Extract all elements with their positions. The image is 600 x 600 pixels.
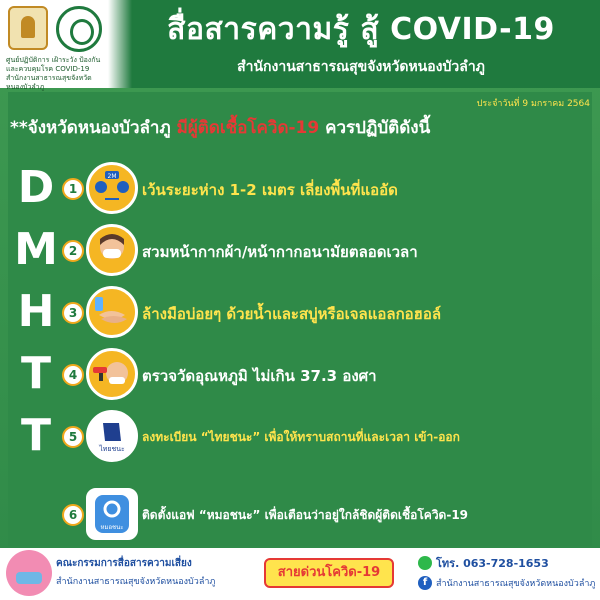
headline <box>10 114 600 141</box>
mascot-icon <box>6 550 52 596</box>
hand-wash-icon <box>86 286 138 338</box>
distance-label: 2M <box>107 173 117 180</box>
face-mask-icon <box>86 224 138 276</box>
facebook-page-name: สำนักงานสาธารณสุขจังหวัดหนองบัวลำภู <box>436 579 596 589</box>
headline-prefix: **จังหวัดหนองบัวลำภู <box>10 118 177 138</box>
measure-text: เว้นระยะห่าง 1-2 เมตร เลี่ยงพื้นที่แออัด <box>142 181 398 199</box>
measure-text: ล้างมือบ่อยๆ ด้วยน้ำและสบู่หรือเจลแอลกอฮอล์ <box>142 305 442 323</box>
mor-chana-label: หมอชนะ <box>100 524 124 531</box>
center-name-line2: และควบคุมโรค COVID-19 <box>6 65 90 73</box>
health-ministry-logo-icon <box>56 6 102 52</box>
measure-row-m <box>14 222 590 278</box>
measure-number: 1 <box>62 178 84 200</box>
center-name-line1: ศูนย์ปฏิบัติการ เฝ้าระวัง ป้องกัน <box>6 56 101 64</box>
measure-row-app <box>14 486 590 542</box>
phone-icon <box>418 556 432 570</box>
phone-number: โทร. 063-728-1653 <box>436 557 549 570</box>
measure-number: 5 <box>62 426 84 448</box>
measure-text: ลงทะเบียน “ไทยชนะ” เพื่อให้ทราบสถานที่และเวลา เข้า-ออก <box>142 430 460 444</box>
page-subtitle: สำนักงานสาธารณสุขจังหวัดหนองบัวลำภู <box>237 59 485 75</box>
headline-suffix: ควรปฏิบัติดังนี้ <box>319 118 431 138</box>
measure-text: สวมหน้ากากผ้า/หน้ากากอนามัยตลอดเวลา <box>142 243 418 261</box>
measure-letter: H <box>17 286 55 337</box>
measure-number: 6 <box>62 504 84 526</box>
measure-number: 3 <box>62 302 84 324</box>
measure-letter: T <box>20 410 51 461</box>
measure-row-d <box>14 160 590 216</box>
headline-highlight: มีผู้ติดเชื้อโควิด-19 <box>176 118 320 138</box>
measure-number: 2 <box>62 240 84 262</box>
center-name-line3: สำนักงานสาธารณสุขจังหวัดหนองบัวลำภู <box>6 74 92 91</box>
thai-chana-label: ไทยชนะ <box>99 445 125 453</box>
measure-row-t-temp <box>14 346 590 402</box>
measure-row-t-register <box>14 408 590 464</box>
measure-text: ติดตั้งแอฟ “หมอชนะ” เพื่อเตือนว่าอยู่ใกล้ชิดผู้ติดเชื้อโควิด-19 <box>142 508 469 522</box>
center-name <box>6 56 118 92</box>
header <box>0 0 600 91</box>
footer-title: คณะกรรมการสื่อสารความเสี่ยง <box>56 558 192 569</box>
province-emblem-icon <box>8 6 48 50</box>
measure-text: ตรวจวัดอุณหภูมิ ไม่เกิน 37.3 องศา <box>142 367 377 385</box>
mor-chana-icon <box>86 488 138 540</box>
measure-letter: T <box>20 348 51 399</box>
measure-row-h <box>14 284 590 340</box>
date-text: ประจำวันที่ 9 มกราคม 2564 <box>476 99 590 109</box>
footer <box>0 548 600 600</box>
thai-chana-icon <box>86 410 138 462</box>
measure-number: 4 <box>62 364 84 386</box>
footer-subtitle: สำนักงานสาธารณสุขจังหวัดหนองบัวลำภู <box>56 577 216 587</box>
measure-letter: M <box>14 224 58 275</box>
measure-letter: D <box>17 162 55 213</box>
social-distance-icon <box>86 162 138 214</box>
page-title: สื่อสารความรู้ สู้ COVID-19 <box>167 12 555 47</box>
facebook-icon: f <box>418 576 432 590</box>
hotline-badge: สายด่วนโควิด-19 <box>264 558 394 588</box>
thermometer-icon <box>86 348 138 400</box>
